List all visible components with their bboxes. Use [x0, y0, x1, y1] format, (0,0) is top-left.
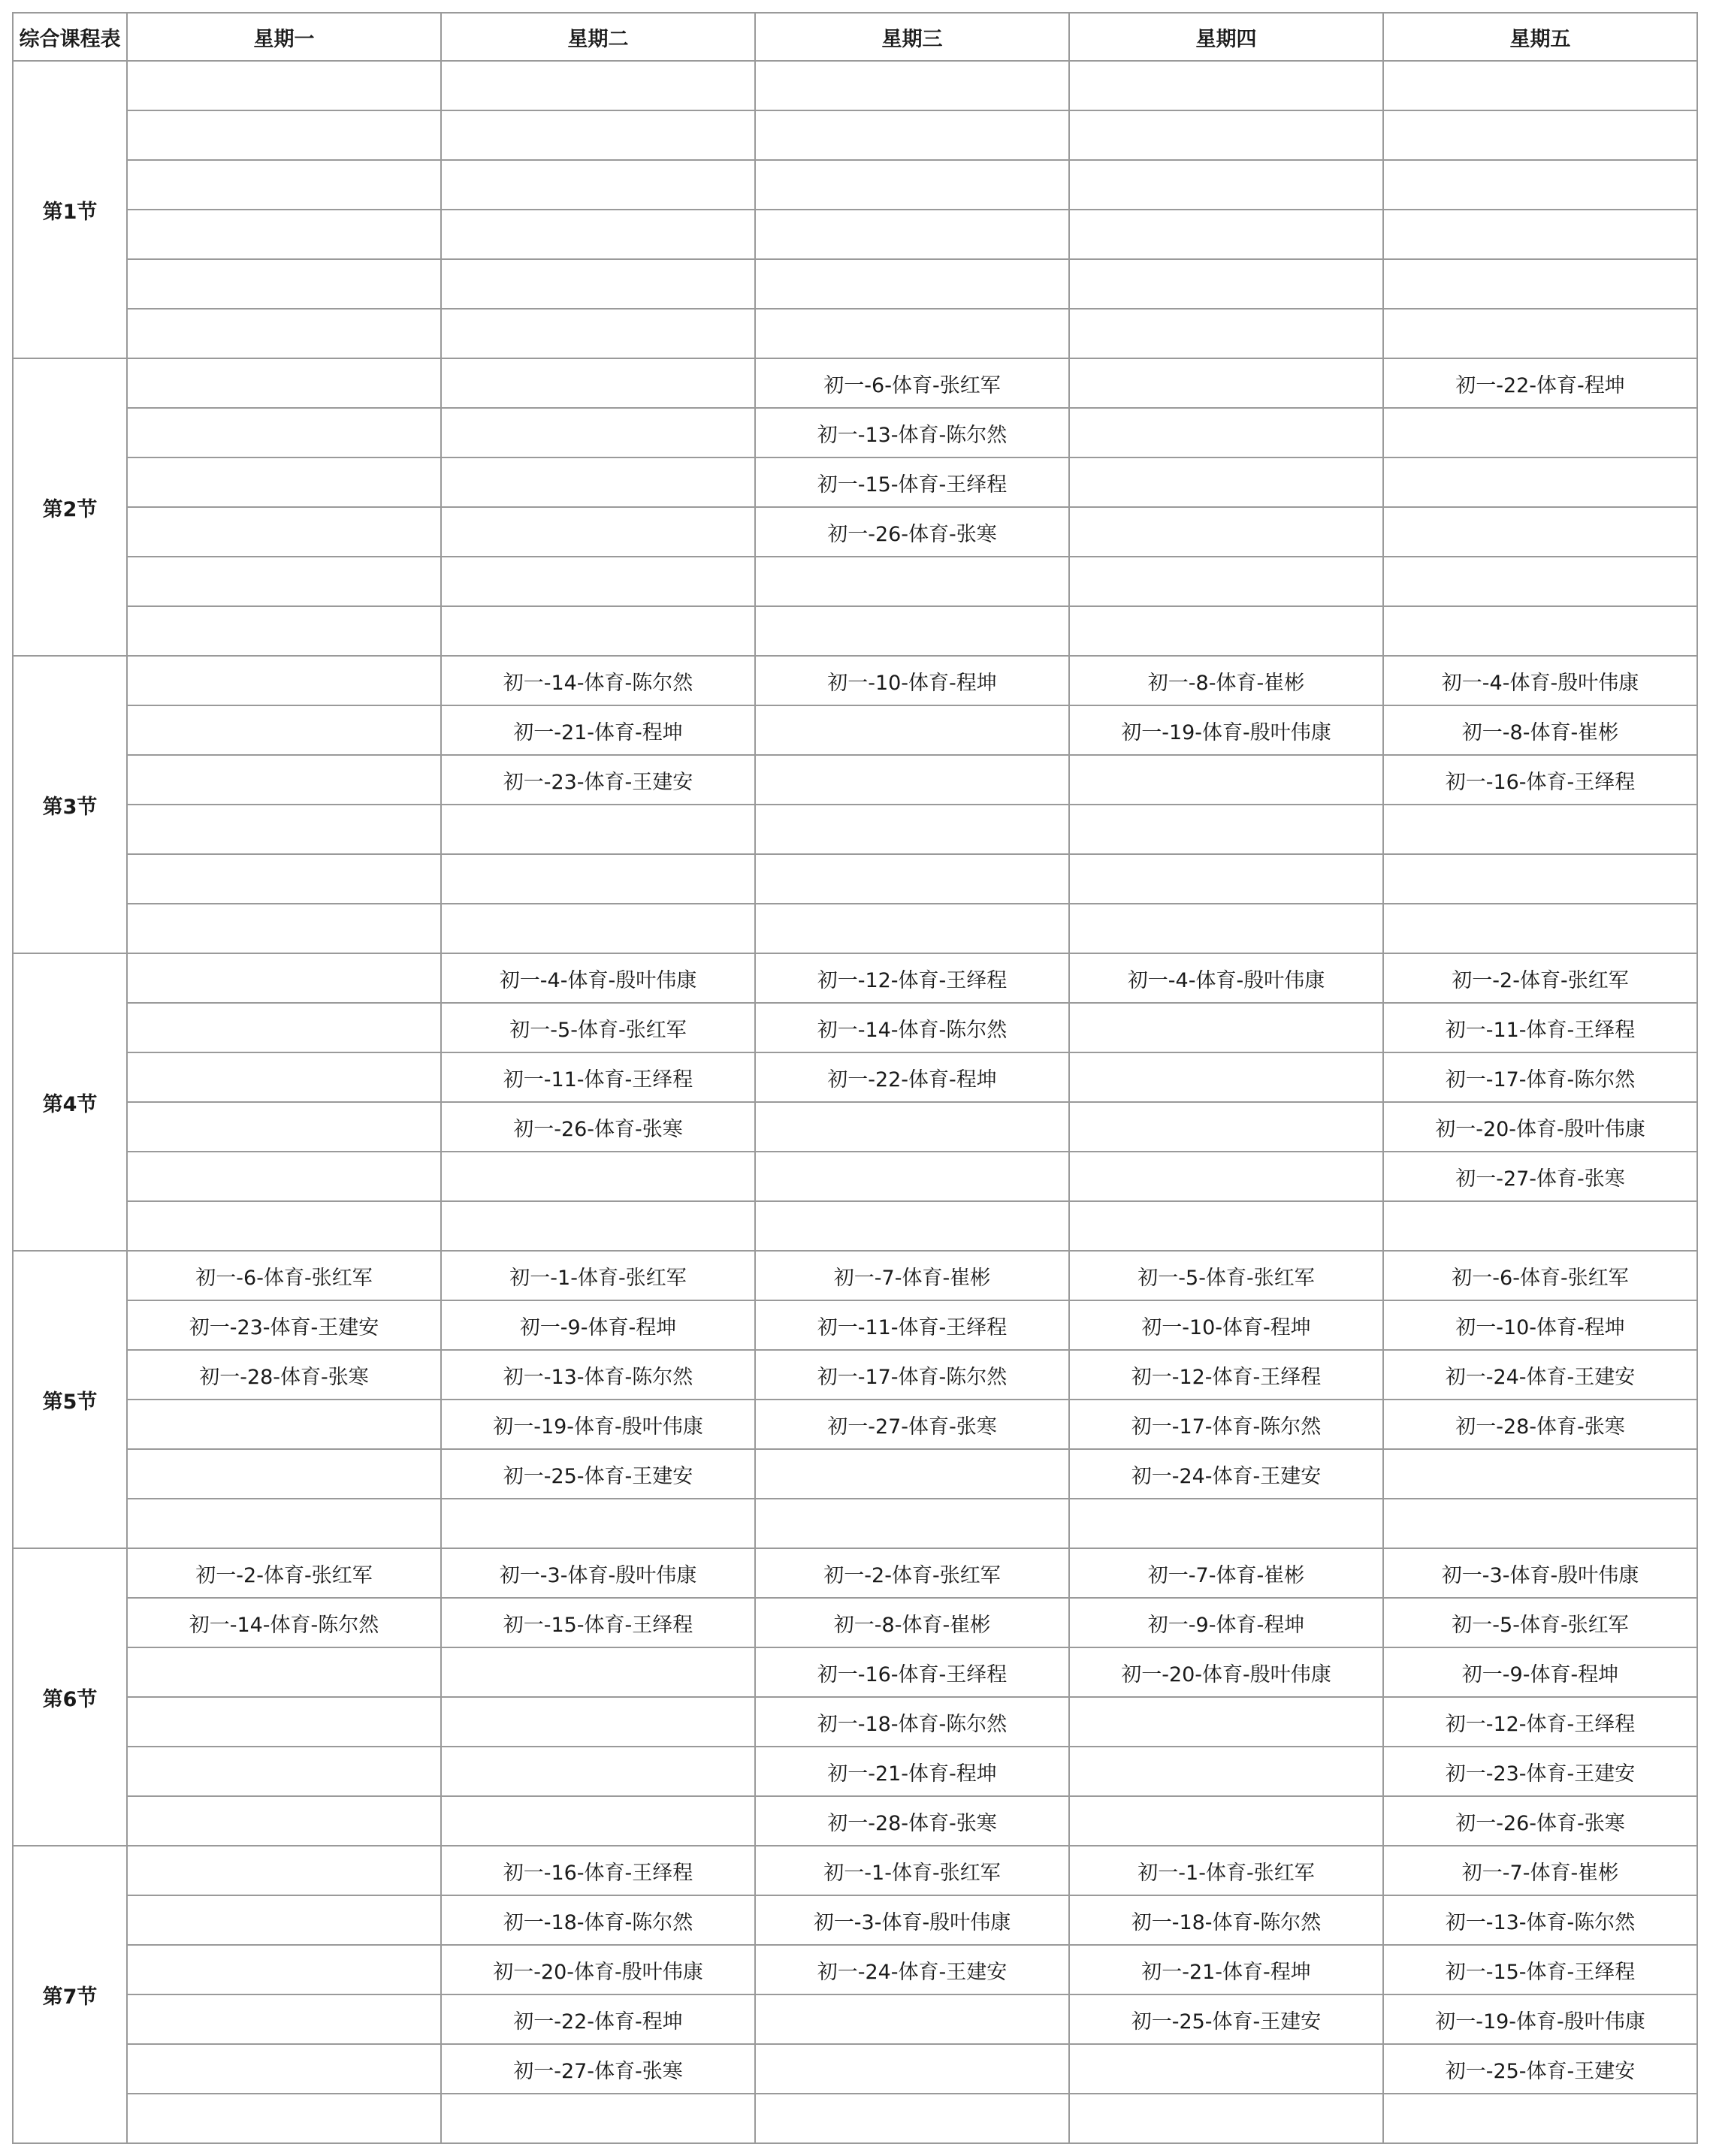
schedule-cell — [127, 1102, 441, 1152]
schedule-cell — [441, 1152, 755, 1201]
table-row — [13, 656, 1697, 705]
schedule-cell: 初一-4-体育-殷叶伟康 — [1383, 656, 1697, 705]
schedule-cell: 初一-17-体育-陈尔然 — [1383, 1052, 1697, 1102]
schedule-cell — [1069, 1499, 1383, 1548]
schedule-cell: 初一-13-体育-陈尔然 — [755, 408, 1069, 457]
schedule-cell: 初一-6-体育-张红军 — [127, 1251, 441, 1300]
schedule-cell — [1383, 2094, 1697, 2143]
table-row — [13, 854, 1697, 904]
schedule-cell: 初一-14-体育-陈尔然 — [441, 656, 755, 705]
day-header-thu: 星期四 — [1069, 13, 1383, 61]
schedule-cell: 初一-26-体育-张寒 — [1383, 1796, 1697, 1846]
schedule-cell: 初一-21-体育-程坤 — [755, 1747, 1069, 1796]
table-row — [13, 457, 1697, 507]
schedule-cell — [127, 358, 441, 408]
schedule-cell — [127, 1052, 441, 1102]
schedule-cell — [127, 1846, 441, 1895]
table-row — [13, 1647, 1697, 1697]
table-row — [13, 953, 1697, 1003]
schedule-cell: 初一-15-体育-王绎程 — [1383, 1945, 1697, 1994]
table-row — [13, 1102, 1697, 1152]
schedule-cell — [127, 61, 441, 110]
schedule-cell: 初一-6-体育-张红军 — [1383, 1251, 1697, 1300]
schedule-cell: 初一-9-体育-程坤 — [441, 1300, 755, 1350]
schedule-cell: 初一-2-体育-张红军 — [755, 1548, 1069, 1598]
schedule-cell — [1069, 2094, 1383, 2143]
schedule-cell: 初一-18-体育-陈尔然 — [755, 1697, 1069, 1747]
schedule-cell: 初一-3-体育-殷叶伟康 — [441, 1548, 755, 1598]
schedule-cell: 初一-28-体育-张寒 — [755, 1796, 1069, 1846]
schedule-cell — [441, 408, 755, 457]
schedule-cell: 初一-10-体育-程坤 — [1383, 1300, 1697, 1350]
schedule-cell — [755, 805, 1069, 854]
schedule-cell — [127, 110, 441, 160]
schedule-cell: 初一-18-体育-陈尔然 — [441, 1895, 755, 1945]
schedule-cell: 初一-5-体育-张红军 — [441, 1003, 755, 1052]
table-row — [13, 160, 1697, 210]
schedule-cell — [1069, 854, 1383, 904]
schedule-cell — [127, 1895, 441, 1945]
schedule-cell: 初一-20-体育-殷叶伟康 — [1383, 1102, 1697, 1152]
schedule-cell: 初一-24-体育-王建安 — [755, 1945, 1069, 1994]
schedule-body — [13, 61, 1697, 2143]
schedule-cell — [1383, 457, 1697, 507]
schedule-cell — [1383, 408, 1697, 457]
table-row — [13, 309, 1697, 358]
table-row — [13, 1003, 1697, 1052]
schedule-cell — [127, 805, 441, 854]
schedule-cell — [755, 309, 1069, 358]
schedule-cell: 初一-9-体育-程坤 — [1069, 1598, 1383, 1647]
schedule-cell: 初一-15-体育-王绎程 — [441, 1598, 755, 1647]
schedule-cell — [127, 904, 441, 953]
schedule-cell — [755, 1201, 1069, 1251]
schedule-cell: 初一-21-体育-程坤 — [1069, 1945, 1383, 1994]
schedule-cell: 初一-5-体育-张红军 — [1069, 1251, 1383, 1300]
schedule-cell — [127, 1499, 441, 1548]
schedule-cell — [127, 457, 441, 507]
table-row — [13, 2044, 1697, 2094]
schedule-cell — [441, 110, 755, 160]
schedule-cell: 初一-11-体育-王绎程 — [1383, 1003, 1697, 1052]
table-row — [13, 606, 1697, 656]
schedule-cell: 初一-8-体育-崔彬 — [755, 1598, 1069, 1647]
schedule-cell: 初一-5-体育-张红军 — [1383, 1598, 1697, 1647]
schedule-cell — [441, 1201, 755, 1251]
schedule-cell — [1069, 110, 1383, 160]
schedule-cell — [127, 1400, 441, 1449]
schedule-cell — [441, 1697, 755, 1747]
schedule-cell — [127, 755, 441, 805]
schedule-cell — [1383, 259, 1697, 309]
schedule-cell: 初一-28-体育-张寒 — [1383, 1400, 1697, 1449]
schedule-cell — [755, 755, 1069, 805]
schedule-cell: 初一-6-体育-张红军 — [755, 358, 1069, 408]
schedule-cell — [1069, 61, 1383, 110]
schedule-cell: 初一-19-体育-殷叶伟康 — [1069, 705, 1383, 755]
table-row — [13, 1895, 1697, 1945]
schedule-cell: 初一-1-体育-张红军 — [755, 1846, 1069, 1895]
schedule-cell: 初一-4-体育-殷叶伟康 — [1069, 953, 1383, 1003]
period-label: 第3节 — [13, 656, 127, 953]
schedule-cell — [127, 656, 441, 705]
schedule-cell — [755, 110, 1069, 160]
schedule-cell: 初一-26-体育-张寒 — [441, 1102, 755, 1152]
schedule-cell — [1069, 1052, 1383, 1102]
schedule-cell: 初一-12-体育-王绎程 — [1383, 1697, 1697, 1747]
schedule-cell: 初一-24-体育-王建安 — [1383, 1350, 1697, 1400]
schedule-cell — [441, 1747, 755, 1796]
schedule-cell — [1383, 110, 1697, 160]
schedule-cell — [755, 1449, 1069, 1499]
table-row — [13, 904, 1697, 953]
schedule-cell: 初一-16-体育-王绎程 — [1383, 755, 1697, 805]
schedule-cell: 初一-8-体育-崔彬 — [1069, 656, 1383, 705]
schedule-cell — [1069, 160, 1383, 210]
schedule-cell: 初一-13-体育-陈尔然 — [1383, 1895, 1697, 1945]
schedule-cell — [1383, 1449, 1697, 1499]
schedule-cell: 初一-28-体育-张寒 — [127, 1350, 441, 1400]
schedule-cell — [1383, 309, 1697, 358]
schedule-cell: 初一-18-体育-陈尔然 — [1069, 1895, 1383, 1945]
schedule-cell — [441, 557, 755, 606]
period-label: 第4节 — [13, 953, 127, 1251]
schedule-cell: 初一-20-体育-殷叶伟康 — [1069, 1647, 1383, 1697]
schedule-cell — [1069, 309, 1383, 358]
schedule-cell: 初一-27-体育-张寒 — [1383, 1152, 1697, 1201]
schedule-cell: 初一-8-体育-崔彬 — [1383, 705, 1697, 755]
schedule-cell — [441, 2094, 755, 2143]
schedule-cell — [441, 61, 755, 110]
schedule-cell — [1383, 160, 1697, 210]
table-row — [13, 1994, 1697, 2044]
schedule-cell: 初一-10-体育-程坤 — [1069, 1300, 1383, 1350]
schedule-cell: 初一-21-体育-程坤 — [441, 705, 755, 755]
schedule-cell: 初一-13-体育-陈尔然 — [441, 1350, 755, 1400]
table-row — [13, 61, 1697, 110]
schedule-cell — [1069, 259, 1383, 309]
schedule-cell — [127, 160, 441, 210]
schedule-cell — [1383, 805, 1697, 854]
schedule-cell: 初一-25-体育-王建安 — [1383, 2044, 1697, 2094]
schedule-cell — [1383, 904, 1697, 953]
schedule-cell — [441, 309, 755, 358]
schedule-cell — [1383, 1201, 1697, 1251]
schedule-cell: 初一-3-体育-殷叶伟康 — [755, 1895, 1069, 1945]
schedule-cell: 初一-25-体育-王建安 — [1069, 1994, 1383, 2044]
schedule-cell: 初一-7-体育-崔彬 — [1383, 1846, 1697, 1895]
schedule-cell — [755, 1499, 1069, 1548]
period-label: 第5节 — [13, 1251, 127, 1548]
schedule-cell — [441, 805, 755, 854]
schedule-cell: 初一-12-体育-王绎程 — [755, 953, 1069, 1003]
schedule-cell — [1069, 1152, 1383, 1201]
schedule-cell: 初一-2-体育-张红军 — [1383, 953, 1697, 1003]
schedule-cell: 初一-9-体育-程坤 — [1383, 1647, 1697, 1697]
table-row — [13, 805, 1697, 854]
schedule-cell — [755, 1102, 1069, 1152]
schedule-cell — [1069, 2044, 1383, 2094]
schedule-cell: 初一-10-体育-程坤 — [755, 656, 1069, 705]
schedule-cell: 初一-1-体育-张红军 — [441, 1251, 755, 1300]
table-row — [13, 507, 1697, 557]
schedule-cell — [755, 705, 1069, 755]
schedule-cell — [1069, 507, 1383, 557]
day-header-tue: 星期二 — [441, 13, 755, 61]
schedule-cell: 初一-15-体育-王绎程 — [755, 457, 1069, 507]
schedule-cell — [1069, 457, 1383, 507]
schedule-cell — [755, 854, 1069, 904]
table-row — [13, 1548, 1697, 1598]
table-row — [13, 705, 1697, 755]
schedule-cell — [1069, 904, 1383, 953]
schedule-cell — [1069, 1003, 1383, 1052]
schedule-cell — [1069, 805, 1383, 854]
schedule-cell: 初一-17-体育-陈尔然 — [755, 1350, 1069, 1400]
table-row — [13, 1400, 1697, 1449]
table-row — [13, 1251, 1697, 1300]
schedule-cell — [1383, 854, 1697, 904]
schedule-cell — [755, 1994, 1069, 2044]
schedule-cell — [441, 904, 755, 953]
schedule-cell — [127, 1201, 441, 1251]
schedule-cell — [441, 507, 755, 557]
schedule-cell — [441, 457, 755, 507]
schedule-cell: 初一-23-体育-王建安 — [1383, 1747, 1697, 1796]
schedule-cell — [127, 309, 441, 358]
schedule-cell — [127, 705, 441, 755]
schedule-cell — [755, 61, 1069, 110]
schedule-cell — [755, 160, 1069, 210]
table-row — [13, 1846, 1697, 1895]
schedule-cell — [755, 259, 1069, 309]
schedule-cell — [1383, 507, 1697, 557]
schedule-cell — [1069, 1201, 1383, 1251]
schedule-cell: 初一-17-体育-陈尔然 — [1069, 1400, 1383, 1449]
schedule-cell: 初一-22-体育-程坤 — [441, 1994, 755, 2044]
table-row — [13, 1945, 1697, 1994]
schedule-cell — [441, 606, 755, 656]
schedule-cell — [127, 606, 441, 656]
schedule-cell: 初一-20-体育-殷叶伟康 — [441, 1945, 755, 1994]
schedule-cell — [1069, 1102, 1383, 1152]
schedule-cell — [441, 1796, 755, 1846]
period-label: 第2节 — [13, 358, 127, 656]
table-row — [13, 1598, 1697, 1647]
schedule-cell — [127, 557, 441, 606]
table-row — [13, 1499, 1697, 1548]
schedule-cell — [1383, 557, 1697, 606]
schedule-cell — [127, 1945, 441, 1994]
schedule-cell — [1069, 1697, 1383, 1747]
schedule-cell — [1383, 61, 1697, 110]
schedule-cell: 初一-27-体育-张寒 — [755, 1400, 1069, 1449]
schedule-cell — [755, 904, 1069, 953]
table-row — [13, 210, 1697, 259]
schedule-cell: 初一-3-体育-殷叶伟康 — [1383, 1548, 1697, 1598]
table-row — [13, 1052, 1697, 1102]
table-row — [13, 1152, 1697, 1201]
schedule-cell — [127, 2094, 441, 2143]
table-row — [13, 1300, 1697, 1350]
schedule-cell: 初一-23-体育-王建安 — [127, 1300, 441, 1350]
schedule-cell — [127, 210, 441, 259]
schedule-cell — [127, 854, 441, 904]
schedule-cell — [755, 210, 1069, 259]
table-row — [13, 1449, 1697, 1499]
schedule-cell — [755, 2044, 1069, 2094]
period-label: 第1节 — [13, 61, 127, 358]
schedule-cell: 初一-19-体育-殷叶伟康 — [441, 1400, 755, 1449]
day-header-fri: 星期五 — [1383, 13, 1697, 61]
schedule-cell — [1069, 557, 1383, 606]
schedule-cell — [127, 408, 441, 457]
schedule-cell — [755, 557, 1069, 606]
schedule-cell — [441, 160, 755, 210]
table-row — [13, 1697, 1697, 1747]
schedule-cell — [1069, 408, 1383, 457]
schedule-cell: 初一-7-体育-崔彬 — [755, 1251, 1069, 1300]
schedule-cell: 初一-11-体育-王绎程 — [755, 1300, 1069, 1350]
schedule-cell: 初一-7-体育-崔彬 — [1069, 1548, 1383, 1598]
table-row — [13, 1796, 1697, 1846]
schedule-cell: 初一-26-体育-张寒 — [755, 507, 1069, 557]
schedule-cell — [127, 1747, 441, 1796]
schedule-cell — [127, 1647, 441, 1697]
schedule-cell: 初一-16-体育-王绎程 — [441, 1846, 755, 1895]
schedule-cell — [1069, 210, 1383, 259]
schedule-cell: 初一-4-体育-殷叶伟康 — [441, 953, 755, 1003]
day-header-wed: 星期三 — [755, 13, 1069, 61]
schedule-cell — [127, 1697, 441, 1747]
schedule-cell — [1069, 358, 1383, 408]
table-row — [13, 557, 1697, 606]
schedule-cell — [127, 2044, 441, 2094]
period-label: 第7节 — [13, 1846, 127, 2143]
schedule-cell — [127, 259, 441, 309]
schedule-cell — [127, 953, 441, 1003]
table-row — [13, 259, 1697, 309]
schedule-cell — [1069, 1747, 1383, 1796]
schedule-table — [12, 12, 1698, 2144]
schedule-cell — [441, 358, 755, 408]
schedule-cell: 初一-16-体育-王绎程 — [755, 1647, 1069, 1697]
schedule-cell — [127, 1994, 441, 2044]
schedule-cell — [127, 507, 441, 557]
schedule-cell — [441, 1647, 755, 1697]
schedule-cell — [127, 1796, 441, 1846]
schedule-cell: 初一-14-体育-陈尔然 — [755, 1003, 1069, 1052]
table-row — [13, 1350, 1697, 1400]
schedule-cell — [755, 1152, 1069, 1201]
schedule-cell: 初一-12-体育-王绎程 — [1069, 1350, 1383, 1400]
table-row — [13, 110, 1697, 160]
schedule-cell — [1383, 606, 1697, 656]
schedule-cell — [441, 854, 755, 904]
schedule-cell: 初一-11-体育-王绎程 — [441, 1052, 755, 1102]
table-row — [13, 408, 1697, 457]
schedule-cell — [127, 1152, 441, 1201]
table-row — [13, 358, 1697, 408]
schedule-cell: 初一-19-体育-殷叶伟康 — [1383, 1994, 1697, 2044]
schedule-cell: 初一-22-体育-程坤 — [1383, 358, 1697, 408]
schedule-cell: 初一-14-体育-陈尔然 — [127, 1598, 441, 1647]
schedule-cell — [1383, 210, 1697, 259]
schedule-cell — [127, 1449, 441, 1499]
schedule-cell: 初一-24-体育-王建安 — [1069, 1449, 1383, 1499]
table-row — [13, 755, 1697, 805]
schedule-cell: 初一-1-体育-张红军 — [1069, 1846, 1383, 1895]
schedule-cell: 初一-2-体育-张红军 — [127, 1548, 441, 1598]
table-row — [13, 1747, 1697, 1796]
schedule-cell — [127, 1003, 441, 1052]
schedule-cell — [1383, 1499, 1697, 1548]
schedule-cell — [755, 606, 1069, 656]
schedule-cell — [755, 2094, 1069, 2143]
schedule-cell: 初一-25-体育-王建安 — [441, 1449, 755, 1499]
schedule-cell — [441, 259, 755, 309]
table-row — [13, 1201, 1697, 1251]
schedule-cell: 初一-22-体育-程坤 — [755, 1052, 1069, 1102]
period-label: 第6节 — [13, 1548, 127, 1846]
schedule-cell: 初一-23-体育-王建安 — [441, 755, 755, 805]
schedule-cell — [441, 210, 755, 259]
schedule-cell — [1069, 755, 1383, 805]
header-row — [13, 13, 1697, 61]
schedule-cell — [1069, 1796, 1383, 1846]
table-row — [13, 2094, 1697, 2143]
schedule-cell — [441, 1499, 755, 1548]
schedule-cell — [1069, 606, 1383, 656]
schedule-cell: 初一-27-体育-张寒 — [441, 2044, 755, 2094]
day-header-mon: 星期一 — [127, 13, 441, 61]
table-title: 综合课程表 — [13, 13, 127, 61]
